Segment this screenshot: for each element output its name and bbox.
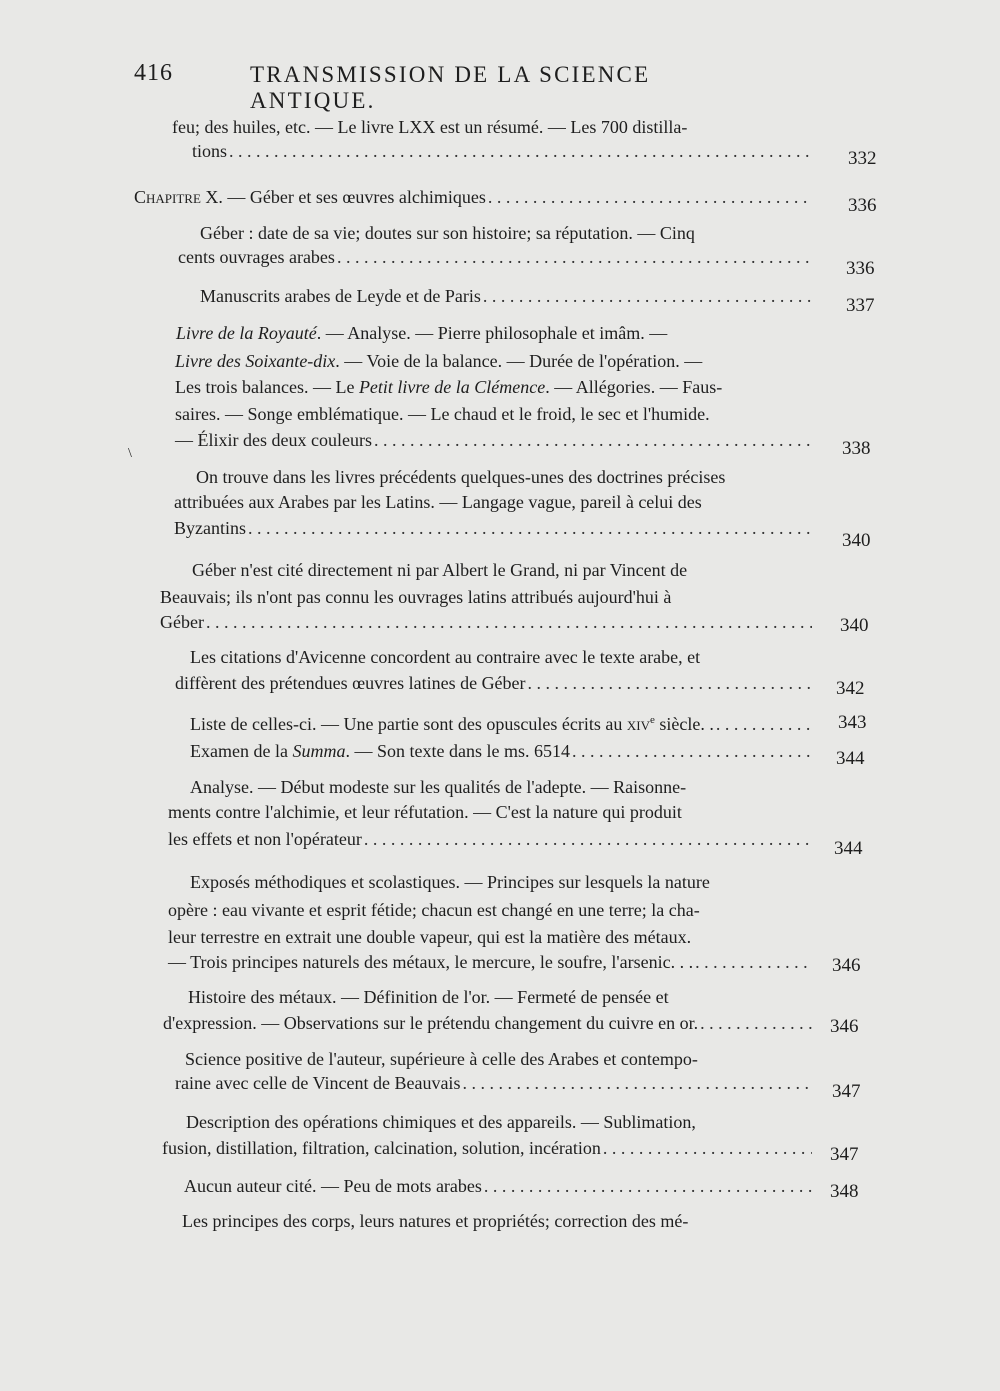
toc-entry-line: cents ouvrages arabes . . .: [178, 246, 812, 268]
dot-leader: [374, 429, 812, 451]
dot-leader: [248, 517, 812, 539]
toc-entry-line: Géber n'est cité directement ni par Albert le Grand, ni par Vincent de: [192, 560, 688, 580]
toc-entry-line: Analyse. — Début modeste sur les qualités de l'adepte. — Raisonne-: [190, 777, 687, 797]
toc-entry-line: Les principes des corps, leurs natures et propriétés; correction des mé-: [182, 1211, 689, 1231]
dot-leader: [695, 951, 812, 973]
toc-page-number: 348: [830, 1181, 859, 1202]
dot-leader: [483, 285, 812, 307]
toc-entry-line: Livre de la Royauté. — Analyse. — Pierre philosophale et imâm. —: [176, 323, 668, 343]
toc-entry-line: leur terrestre en extrait une double vapeur, qui est la matière des métaux.: [168, 927, 692, 947]
toc-entry-line: opère : eau vivante et esprit fétide; chacun est changé en une terre; la cha-: [168, 900, 700, 920]
toc-page-number: 332: [848, 148, 877, 169]
toc-page-number: 340: [842, 530, 871, 551]
toc-entry-line: raine avec celle de Vincent de Beauvais . . .: [175, 1072, 812, 1094]
toc-entry-line: Description des opérations chimiques et des appareils. — Sublimation,: [186, 1112, 696, 1132]
toc-entry-line: Géber . . .: [160, 611, 812, 633]
toc-page-number: 347: [832, 1081, 861, 1102]
toc-page-number: 336: [848, 195, 877, 216]
toc-entry-line: Byzantins . . .: [174, 517, 812, 539]
toc-page-number: 346: [830, 1016, 859, 1037]
toc-entry-line: Exposés méthodiques et scolastiques. — Principes sur lesquels la nature: [190, 872, 710, 892]
dot-leader: [462, 1072, 812, 1094]
toc-page-number: 336: [846, 258, 875, 279]
toc-page-number: 340: [840, 615, 869, 636]
toc-page-number: 343: [838, 712, 867, 733]
dot-leader: [364, 828, 812, 850]
toc-entry-line: Liste de celles-ci. — Une partie sont des opuscules écrits au xiv$^e$ siècle. . . . .: [190, 709, 812, 735]
toc-entry-line: ments contre l'alchimie, et leur réfutation. — C'est la nature qui produit: [168, 802, 682, 822]
dot-leader: [337, 246, 812, 268]
toc-entry-line: Beauvais; ils n'ont pas connu les ouvrages latins attribués aujourd'hui à: [160, 587, 672, 607]
toc-page-number: 342: [836, 678, 865, 699]
toc-entry-line: On trouve dans les livres précédents quelques-unes des doctrines précises: [196, 467, 726, 487]
toc-entry-line: d'expression. — Observations sur le prétendu changement du cuivre en or. . . .: [163, 1012, 812, 1034]
toc-entry-line: Les citations d'Avicenne concordent au contraire avec le texte arabe, et: [190, 647, 701, 667]
toc-entry-line: — Trois principes naturels des métaux, le mercure, le soufre, l'arsenic. . . . . .: [168, 951, 812, 973]
margin-mark: \: [128, 446, 132, 461]
toc-entry-line: Examen de la Summa. — Son texte dans le ms. 6514 . . .: [190, 740, 812, 762]
dot-leader: [206, 611, 812, 633]
running-title: TRANSMISSION DE LA SCIENCE ANTIQUE.: [250, 62, 651, 113]
dot-leader: [488, 186, 812, 208]
dot-leader: [603, 1137, 812, 1159]
toc-entry-line: feu; des huiles, etc. — Le livre LXX est un résumé. — Les 700 distilla-: [172, 117, 688, 137]
toc-entry-line: Histoire des métaux. — Définition de l'or. — Fermeté de pensée et: [188, 987, 669, 1007]
dot-leader: [229, 140, 812, 162]
dot-leader: [484, 1175, 812, 1197]
toc-page-number: 337: [846, 295, 875, 316]
toc-entry-line: Chapitre X. — Géber et ses œuvres alchimiques . . .: [134, 186, 812, 208]
toc-page-number: 347: [830, 1144, 859, 1165]
toc-page-number: 338: [842, 438, 871, 459]
toc-entry-line: saires. — Songe emblématique. — Le chaud et le froid, le sec et l'humide.: [175, 404, 710, 424]
toc-entry-line: fusion, distillation, filtration, calcination, solution, incération . . .: [162, 1137, 812, 1159]
toc-entry-line: Manuscrits arabes de Leyde et de Paris . . .: [200, 285, 812, 307]
toc-entry-line: tions . . .: [192, 140, 812, 162]
toc-entry-line: attribuées aux Arabes par les Latins. — Langage vague, pareil à celui des: [174, 492, 702, 512]
dot-leader: [572, 740, 812, 762]
toc-page-number: 344: [836, 748, 865, 769]
toc-entry-line: Les trois balances. — Le Petit livre de la Clémence. — Allégories. — Faus-: [175, 377, 723, 397]
toc-entry-line: Livre des Soixante-dix. — Voie de la balance. — Durée de l'opération. —: [175, 351, 703, 371]
toc-page-number: 344: [834, 838, 863, 859]
toc-entry-line: Aucun auteur cité. — Peu de mots arabes . . .: [184, 1175, 812, 1197]
toc-entry-line: les effets et non l'opérateur . . .: [168, 828, 812, 850]
toc-entry-line: Science positive de l'auteur, supérieure à celle des Arabes et contempo-: [185, 1049, 698, 1069]
dot-leader: [700, 1012, 812, 1034]
dot-leader: [528, 672, 812, 694]
page-number: 416: [134, 60, 173, 86]
toc-page-number: 346: [832, 955, 861, 976]
toc-entry-line: diffèrent des prétendues œuvres latines de Géber . . .: [175, 672, 812, 694]
dot-leader: [716, 713, 812, 735]
toc-entry-line: — Élixir des deux couleurs . . .: [175, 429, 812, 451]
toc-entry-line: Géber : date de sa vie; doutes sur son histoire; sa réputation. — Cinq: [200, 223, 695, 243]
